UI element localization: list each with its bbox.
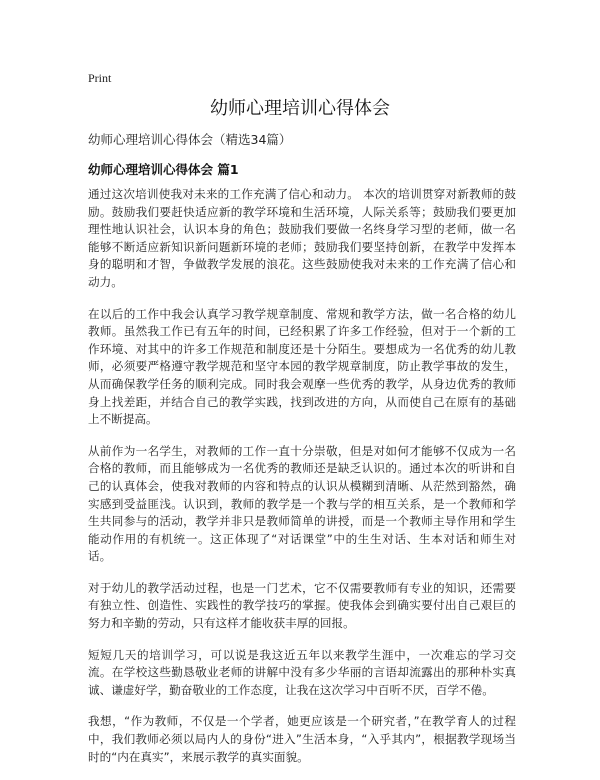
article-body <box>88 186 516 780</box>
paragraph: 在以后的工作中我会认真学习教学规章制度、常规和教学方法，做一名合格的幼儿教师。虽然我工作已有五年的时间，已经积累了许多工作经验，但对于一个新的工作环境、对其中的许多工作规范和制度还是十分陌生。要想成为一名优秀的幼儿教师，必须要严格遵守教学规范和坚守本园的教学规章制度，防止教学事故的发生，从而确保教学任务的顺利完成。同时我会观摩一些优秀的教学，从身边优秀的教师身上找差距，并结合自己的教学实践，找到改进的方向，从而使自己在原有的基础上不断提高。 <box>88 306 516 427</box>
document-subtitle: 幼师心理培训心得体会（精选34篇） <box>88 132 292 147</box>
paragraph: 我想，“作为教师，不仅是一个学者，她更应该是一个研究者，”在教学育人的过程中，我们教师必须以局内人的身份“进入”生活本身，“入乎其内”，根据教学现场当时的“内在真实”，来展示教学的真实面貌。 <box>88 714 516 764</box>
document-title: 幼师心理培训心得体会 <box>210 98 390 119</box>
print-link[interactable]: Print <box>88 71 112 85</box>
paragraph: 从前作为一名学生，对教师的工作一直十分崇敬，但是对如何才能够不仅成为一名合格的教师，而且能够成为一名优秀的教师还是缺乏认识的。通过本次的听讲和自己的认真体会，使我对教师的内容和特点的认识从模糊到清晰、从茫然到豁然，确实感到受益匪浅。认识到，教师的教学是一个教与学的相互关系，是一个教师和学生共同参与的活动，教学并非只是教师简单的讲授，而是一个教师主导作用和学生能动作用的有机统一。这正体现了“对话课堂”中的生生对话、生本对话和师生对话。 <box>88 443 516 564</box>
paragraph: 通过这次培训使我对未来的工作充满了信心和动力。 本次的培训贯穿对新教师的鼓励。鼓励我们要赶快适应新的教学环境和生活环境，人际关系等；鼓励我们要更加理性地认识社会，认识本身的角色；鼓励我们要做一名终身学习型的老师，做一名能够不断适应新知识新问题新环境的老师；鼓励我们要坚持创新，在教学中发挥本身的聪明和才智，争做教学发展的浪花。这些鼓励使我对未来的工作充满了信心和动力。 <box>88 187 516 289</box>
paragraph: 短短几天的培训学习，可以说是我这近五年以来教学生涯中，一次难忘的学习交流。在学校这些勤恳敬业老师的讲解中没有多少华丽的言语却流露出的那种朴实真诚、谦虚好学，勤奋敬业的工作态度，让我在这次学习中百听不厌，百学不倦。 <box>88 647 516 697</box>
section-heading: 幼师心理培训心得体会 篇1 <box>88 162 239 177</box>
paragraph: 对于幼儿的教学活动过程，也是一门艺术，它不仅需要教师有专业的知识，还需要有独立性、创造性、实践性的教学技巧的掌握。使我体会到确实要付出自己艰巨的努力和辛勤的劳动，只有这样才能收获丰厚的回报。 <box>88 580 516 631</box>
